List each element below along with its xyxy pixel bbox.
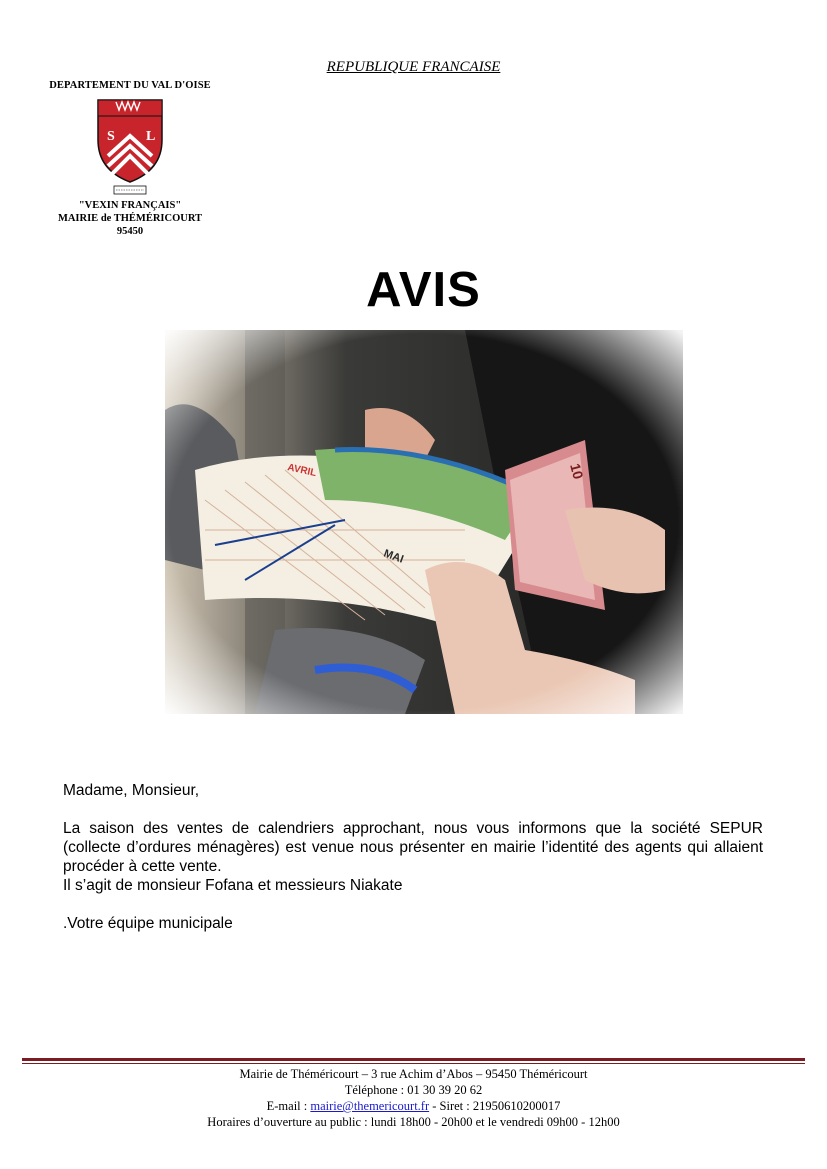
footer-phone: Téléphone : 01 30 39 20 62 bbox=[344, 1083, 483, 1097]
footer-address: Mairie de Théméricourt – 3 rue Achim d’Abos – 95450 Théméricourt bbox=[239, 1067, 588, 1081]
coat-of-arms-icon bbox=[94, 96, 166, 196]
crest-letter-l: L bbox=[146, 129, 156, 144]
notice-body bbox=[63, 781, 763, 933]
agents-paragraph: Il s’agit de monsieur Fofana et messieurs Niakate bbox=[63, 877, 403, 894]
greeting: Madame, Monsieur, bbox=[63, 782, 200, 799]
footer-contact-line bbox=[0, 1098, 827, 1114]
footer bbox=[0, 1066, 827, 1130]
footer-hours: Horaires d’ouverture au public : lundi 18h00 - 20h00 et le vendredi 09h00 - 12h00 bbox=[207, 1115, 620, 1129]
departement-label: DEPARTEMENT DU VAL D'OISE bbox=[49, 80, 211, 91]
signature: .Votre équipe municipale bbox=[63, 915, 233, 932]
email-link[interactable]: mairie@themericourt.fr bbox=[310, 1099, 430, 1113]
calendar-sale-photo bbox=[165, 330, 683, 714]
siret-label: - Siret : 21950610200017 bbox=[429, 1099, 561, 1113]
footer-divider bbox=[22, 1058, 805, 1064]
page-title: AVIS bbox=[366, 263, 481, 317]
region-label: "VEXIN FRANÇAIS" bbox=[78, 200, 182, 211]
email-label: E-mail : bbox=[266, 1099, 311, 1113]
mairie-label: MAIRIE de THÉMÉRICOURT bbox=[57, 213, 203, 224]
notice-paragraph: La saison des ventes de calendriers approchant, nous vous informons que la société SEPUR (collecte d’ordures ménagères) est venue nous présenter en mairie l’identité des agents qui allaient procéder à cette vente. bbox=[63, 820, 763, 875]
postal-code: 95450 bbox=[116, 226, 144, 237]
mairie-logo bbox=[30, 80, 230, 238]
crest-letter-s: S bbox=[107, 129, 115, 144]
republique-header: REPUBLIQUE FRANCAISE bbox=[326, 59, 501, 75]
